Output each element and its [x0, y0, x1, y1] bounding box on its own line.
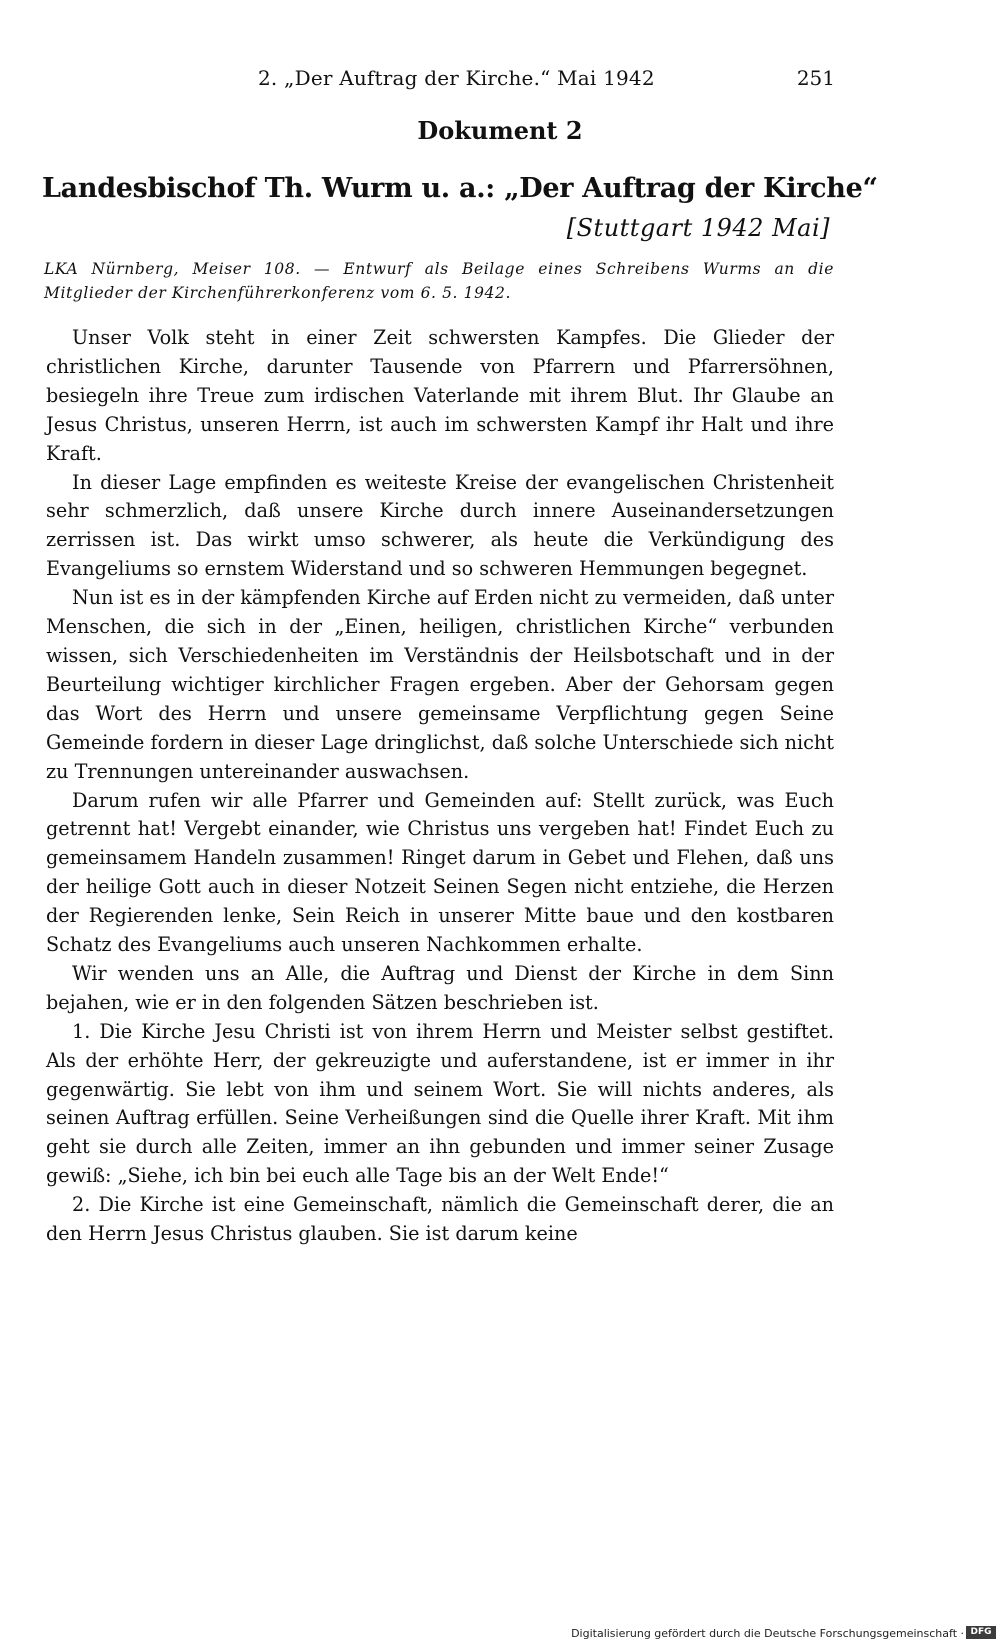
- digitization-credit: Digitalisierung gefördert durch die Deutsche Forschungsgemeinschaft ·: [571, 1627, 964, 1640]
- paragraph: 1. Die Kirche Jesu Christi ist von ihrem Herrn und Meister selbst gestiftet. Als der erhöhte Herr, der gekreuzigte und auferstandene, ist er immer in ihr gegenwärtig. Sie lebt von ihm und seinem Wort. Sie will nichts anderes, als seinen Auftrag erfüllen. Seine Verheißungen sind die Quelle ihrer Kraft. Mit ihm geht sie durch alle Zeiten, immer an ihn gebunden und immer seiner Zusage gewiß: „Siehe, ich bin bei euch alle Tage bis an der Welt Ende!“: [46, 1019, 834, 1188]
- dfg-logo: DFG: [966, 1626, 996, 1639]
- source-note: LKA Nürnberg, Meiser 108. — Entwurf als Beilage eines Schreibens Wurms an die Mitglieder der Kirchenführerkonferenz vom 6. 5. 1942.: [44, 260, 834, 302]
- paragraph: 2. Die Kirche ist eine Gemeinschaft, nämlich die Gemeinschaft derer, die an den Herrn Jesus Christus glauben. Sie ist darum keine: [46, 1193, 834, 1246]
- document-author-line: Landesbischof Th. Wurm u. a.: „Der Auftrag der Kirche“: [42, 173, 878, 204]
- paragraph: Nun ist es in der kämpfenden Kirche auf Erden nicht zu vermeiden, daß unter Menschen, die sich in der „Einen, heiligen, christlichen Kirche“ verbunden wissen, sich Verschiedenheiten im Verständnis der Heilsbotschaft und in der Beurteilung wichtiger kirchlicher Fragen ergeben. Aber der Gehorsam gegen das Wort des Herrn und unsere gemeinsame Verpflichtung gegen Seine Gemeinde fordern in dieser Lage dringlichst, daß solche Unterschiede sich nicht zu Trennungen untereinander auswachsen.: [46, 586, 834, 783]
- paragraph: Wir wenden uns an Alle, die Auftrag und Dienst der Kirche in dem Sinn bejahen, wie er in den folgenden Sätzen beschrieben ist.: [46, 961, 834, 1014]
- running-head: 2. „Der Auftrag der Kirche.“ Mai 1942: [258, 66, 655, 90]
- page-number: 251: [796, 66, 835, 90]
- body-text: [46, 324, 834, 1249]
- document-title: Dokument 2: [417, 116, 583, 145]
- paragraph: In dieser Lage empfinden es weiteste Kreise der evangelischen Christenheit sehr schmerzlich, daß unsere Kirche durch innere Auseinandersetzungen zerrissen ist. Das wirkt umso schwerer, als heute die Verkündigung des Evangeliums so ernstem Widerstand und so schweren Hemmungen begegnet.: [46, 470, 834, 581]
- paragraph: Darum rufen wir alle Pfarrer und Gemeinden auf: Stellt zurück, was Euch getrennt hat! Vergebt einander, wie Christus uns vergeben hat! Findet Euch zu gemeinsamem Handeln zusammen! Ringet darum in Gebet und Flehen, daß uns der heilige Gott auch in dieser Notzeit Seinen Segen nicht entziehe, die Herzen der Regierenden lenke, Sein Reich in unserer Mitte baue und den kostbaren Schatz des Evangeliums auch unseren Nachkommen erhalte.: [46, 788, 834, 957]
- paragraph: Unser Volk steht in einer Zeit schwersten Kampfes. Die Glieder der christlichen Kirche, darunter Tausende von Pfarrern und Pfarrersöhnen, besiegeln ihre Treue zum irdischen Vaterlande mit ihrem Blut. Ihr Glaube an Jesus Christus, unseren Herrn, ist auch im schwersten Kampf ihr Halt und ihre Kraft.: [46, 326, 834, 465]
- document-date: [Stuttgart 1942 Mai]: [566, 214, 830, 242]
